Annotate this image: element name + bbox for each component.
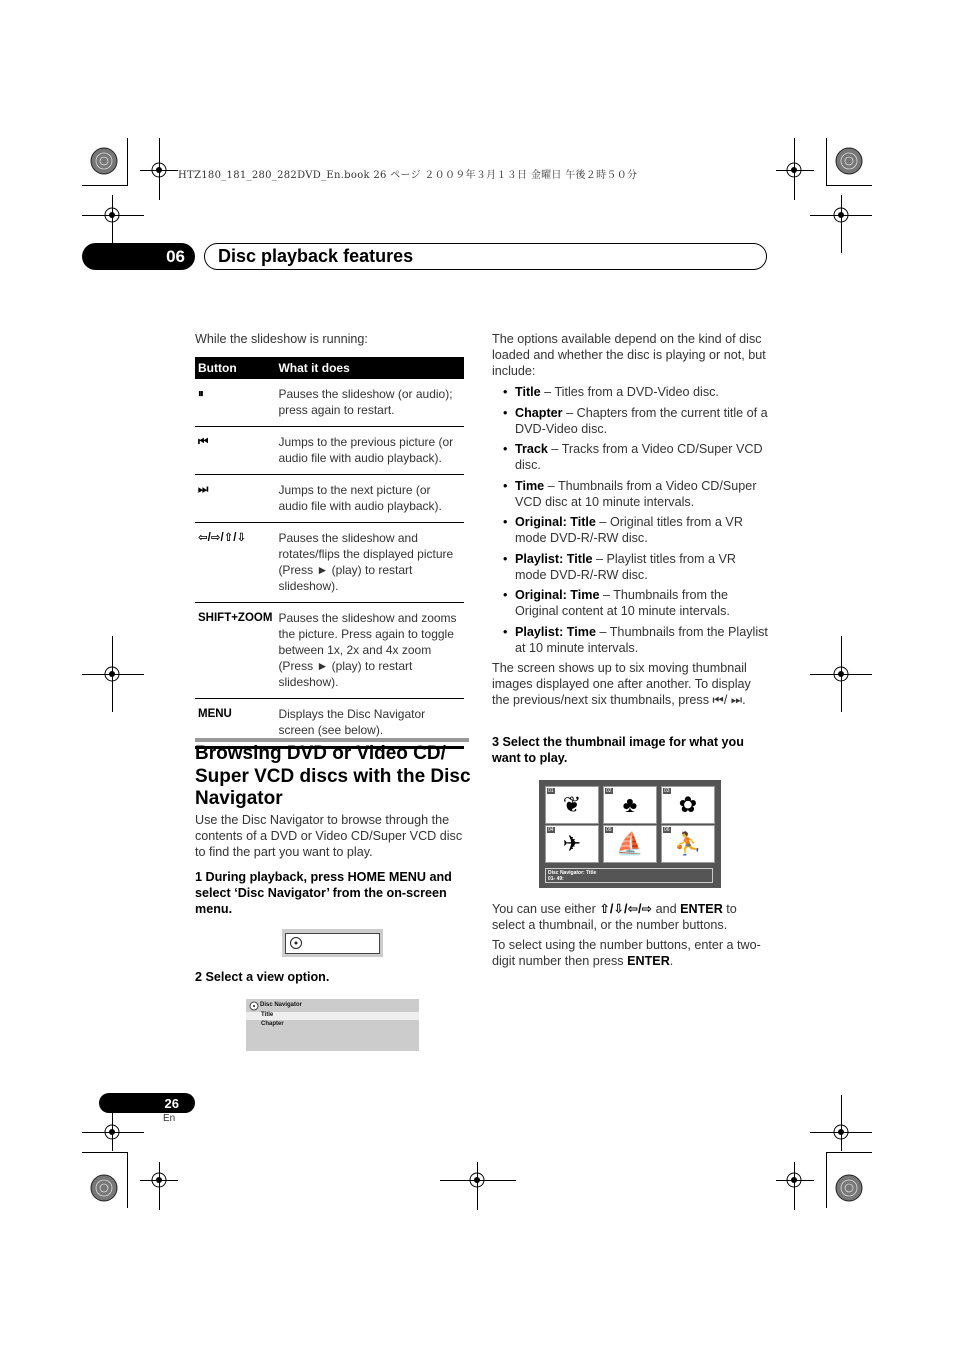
home-menu-box — [285, 933, 380, 954]
option-term: Original: Title — [515, 515, 596, 529]
status-title: Disc Navigator: Title — [548, 870, 597, 876]
row-description: Pauses the slideshow and rotates/flips the displayed picture (Press ► (play) to restart slideshow). — [275, 523, 464, 603]
thumbnail-screen-text: The screen shows up to six moving thumbnail images displayed one after another. To display the previous/next six thumbnails, press ⏮/ ⏭. — [492, 661, 751, 707]
option-term: Playlist: Time — [515, 624, 596, 639]
disc-icon — [249, 1001, 259, 1011]
table-header-row — [195, 357, 464, 379]
option-desc: – Thumbnails from the Playlist at 10 minute intervals. — [515, 624, 768, 655]
step-3: 3 Select the thumbnail image for what you want to play. — [492, 735, 744, 765]
option-desc: – Thumbnails from a Video CD/Super VCD disc at 10 minute intervals. — [515, 478, 757, 509]
select-instructions: You can use either ⇧/⇩/⇦/⇨ and ENTER to select a thumbnail, or the number buttons. — [492, 902, 737, 932]
option-desc: – Tracks from a Video CD/Super VCD disc. — [515, 442, 763, 472]
row-description: Pauses the slideshow and zooms the picture. Press again to toggle between 1x, 2x and 4x zoom (Press ► (play) to restart slideshow). — [275, 603, 464, 699]
page-number: 26 — [99, 1093, 195, 1113]
option-term: Title — [515, 385, 541, 399]
option-desc: – Playlist titles from a VR mode DVD-R/-RW disc. — [515, 551, 736, 582]
previous-button-label: ⏮ — [195, 427, 275, 475]
leaf-icon: ❦ — [562, 792, 582, 817]
menu-item-title[interactable]: Title — [261, 1012, 274, 1018]
thumbnail-01[interactable] — [546, 787, 598, 823]
list-item — [493, 624, 768, 656]
thumbnail-number: 06 — [664, 827, 670, 833]
table-header-button: Button — [195, 357, 275, 379]
row-description: Displays the Disc Navigator screen (see below). — [275, 699, 464, 748]
thumbnail-status-bar — [545, 868, 713, 883]
thumbnail-04[interactable] — [546, 826, 598, 862]
number-instructions: To select using the number buttons, enter a two-digit number then press ENTER. — [492, 938, 761, 968]
row-description: Jumps to the next picture (or audio file with audio playback). — [275, 475, 464, 523]
language-label: En — [163, 1113, 176, 1124]
list-item — [493, 405, 768, 437]
shift-zoom-label: SHIFT+ZOOM — [195, 603, 275, 699]
option-term: Playlist: Title — [515, 551, 593, 566]
option-term: Time — [515, 478, 545, 493]
menu-title: Disc Navigator — [260, 1002, 303, 1008]
table-row — [195, 523, 464, 603]
step-1: 1 During playback, press HOME MENU and select ‘Disc Navigator’ from the on-screen menu. — [195, 870, 452, 916]
table-row — [195, 475, 464, 523]
section-title: Browsing DVD or Video CD/ Super VCD discs with the Disc Navigator — [195, 743, 471, 809]
arrow-buttons-label: ⇦/⇨/⇧/⇩ — [195, 523, 275, 603]
list-item — [493, 441, 768, 473]
option-term: Chapter — [515, 405, 563, 420]
enter-key: ENTER — [680, 902, 723, 916]
skater-icon: ⛹ — [674, 831, 702, 856]
next-button-label: ⏭ — [195, 475, 275, 523]
step-2: 2 Select a view option. — [195, 970, 330, 984]
tree-icon: ♣ — [622, 792, 638, 817]
options-intro: The options available depend on the kind of disc loaded and whether the disc is playing or not, but include: — [492, 332, 766, 378]
thumbnail-06[interactable] — [662, 826, 714, 862]
list-item — [493, 384, 768, 400]
list-item — [493, 551, 768, 583]
menu-item-chapter[interactable]: Chapter — [261, 1021, 284, 1027]
thumbnail-02[interactable] — [604, 787, 656, 823]
slideshow-button-table — [195, 357, 464, 749]
windsurfer-icon: ⛵ — [616, 831, 644, 856]
list-item — [493, 478, 768, 510]
thumbnail-number: 04 — [548, 827, 554, 833]
home-menu-screen — [282, 929, 383, 957]
section-divider — [195, 738, 469, 742]
thumbnail-number: 02 — [606, 788, 612, 794]
option-desc: – Original titles from a VR mode DVD-R/-RW disc. — [515, 515, 743, 545]
status-time: 01- 49: — [548, 876, 564, 882]
table-row — [195, 379, 464, 427]
thumbnail-screen — [539, 780, 721, 888]
list-item — [493, 514, 768, 546]
option-term: Original: Time — [515, 588, 600, 602]
arrow-keys: ⇧/⇩/⇦/⇨ — [599, 902, 653, 916]
chapter-title: Disc playback features — [204, 243, 767, 270]
thumbnail-number: 01 — [548, 788, 554, 794]
table-row — [195, 603, 464, 699]
option-term: Track — [515, 442, 548, 456]
menu-button-label: MENU — [195, 699, 275, 748]
disc-icon — [289, 936, 303, 950]
thumbnail-03[interactable] — [662, 787, 714, 823]
table-row — [195, 427, 464, 475]
chapter-number-badge: 06 — [82, 243, 195, 270]
option-desc: – Titles from a DVD-Video disc. — [540, 385, 719, 399]
thumbnail-number: 03 — [664, 788, 670, 794]
pause-button-label: ⏸ — [195, 379, 275, 427]
slideshow-intro: While the slideshow is running: — [195, 332, 368, 346]
table-header-description: What it does — [275, 357, 464, 379]
flower-icon: ✿ — [678, 792, 698, 817]
thumbnail-number: 05 — [606, 827, 612, 833]
list-item — [493, 587, 768, 619]
disc-navigator-menu-screen — [246, 999, 419, 1051]
thumbnail-05[interactable] — [604, 826, 656, 862]
row-description: Jumps to the previous picture (or audio file with audio playback). — [275, 427, 464, 475]
section-intro: Use the Disc Navigator to browse through the contents of a DVD or Video CD/Super VCD disc to find the part you want to play. — [195, 813, 463, 859]
bird-icon: ✈ — [562, 831, 582, 856]
view-options-list — [493, 384, 768, 660]
option-desc: – Chapters from the current title of a DVD-Video disc. — [515, 405, 768, 436]
row-description: Pauses the slideshow (or audio); press again to restart. — [275, 379, 464, 427]
enter-key: ENTER — [627, 954, 670, 968]
print-header: HTZ180_181_280_282DVD_En.book 26 ページ ２００９年３月１３日 金曜日 午後２時５０分 — [178, 170, 638, 181]
option-desc: – Thumbnails from the Original content at 10 minute intervals. — [515, 588, 730, 618]
